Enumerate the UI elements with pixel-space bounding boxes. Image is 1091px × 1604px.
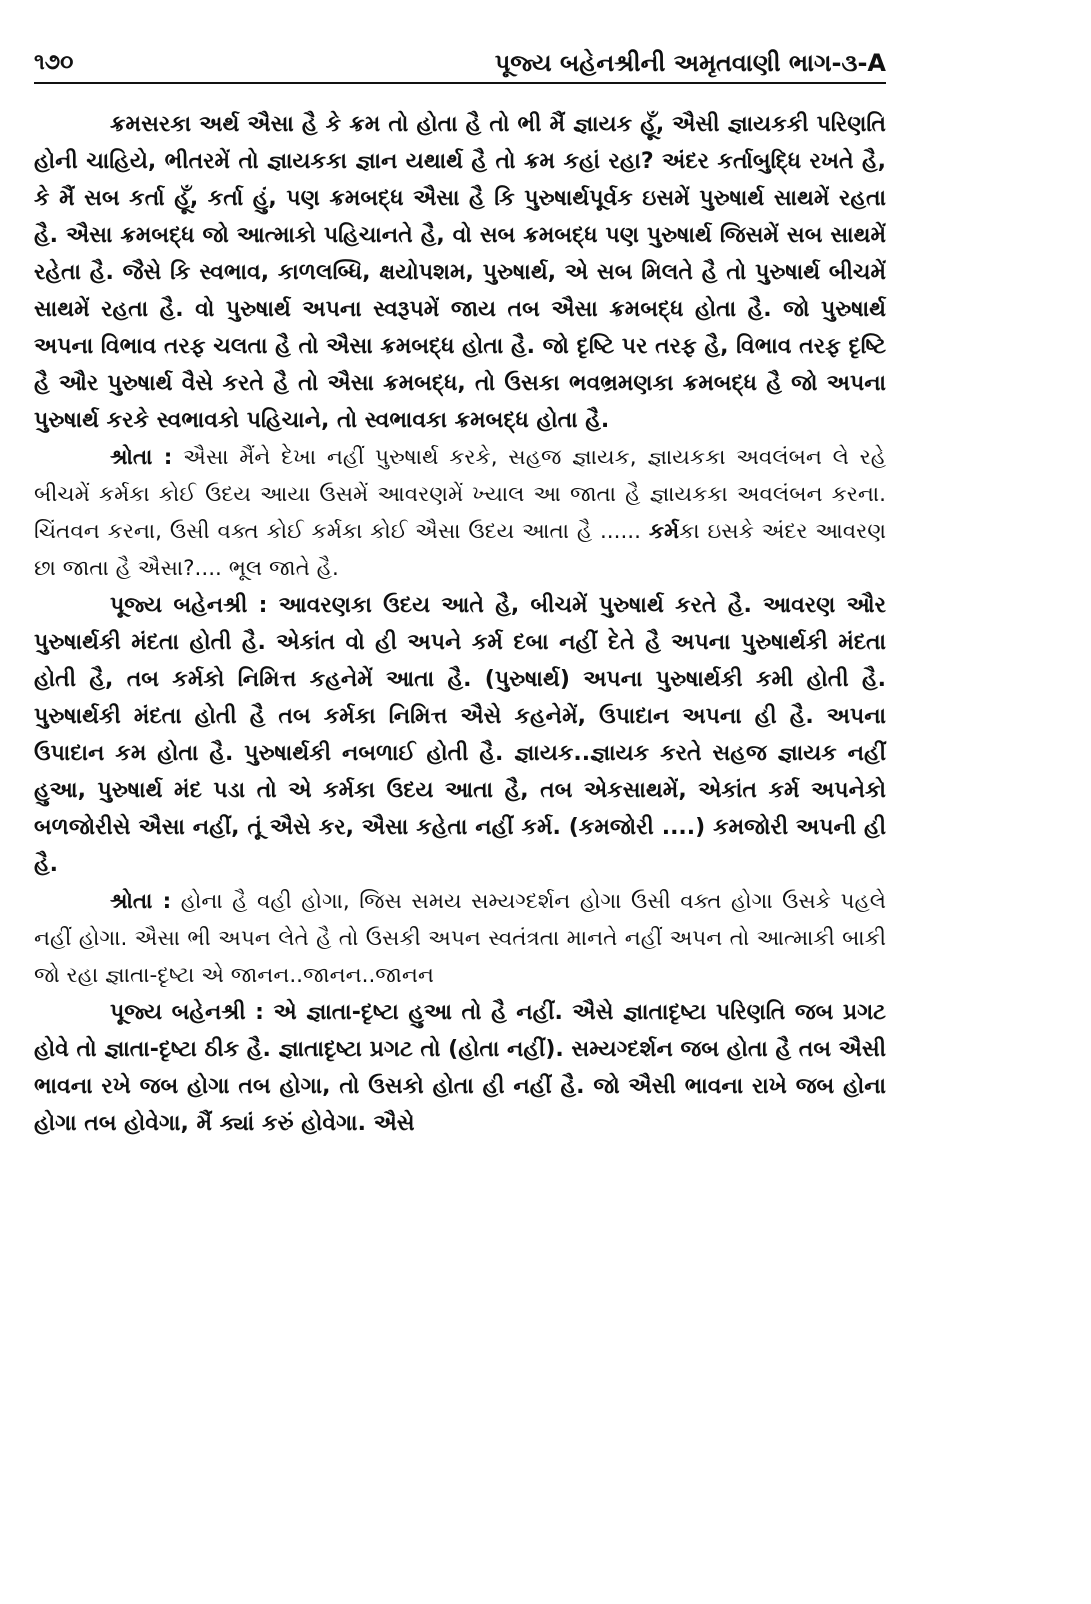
page-number: ૧૭૦ — [34, 50, 74, 75]
paragraph-text: એ જ્ઞાતા-દૃષ્ટા હુઆ તો હૈ નહીં. ઐસે જ્ઞાતાદૃષ્ટા પરિણતિ જબ પ્રગટ હોવે તો જ્ઞાતા-દૃષ્ટા ઠીક હૈ. જ્ઞાતાદૃષ્ટા પ્રગટ તો (હોતા નહીં). સમ્યગ્દર્શન જબ હોતા હૈ તબ ઐસી ભાવના રખે જબ હોગા તબ હોગા, તો ઉસકો હોતા હી નહીં હૈ. જો ઐસી ભાવના રાખે જબ હોના હોગા તબ હોવેગા, મૈં ક્યાં કરું હોવેગા. ઐસે — [34, 1000, 886, 1136]
running-title: પૂજ્ય બહેનશ્રીની અમૃતવાણી ભાગ-૩-A — [494, 49, 886, 77]
speaker-label: શ્રોતા : — [110, 889, 172, 914]
paragraph-text: કા ઇસકે અંદર આવરણ છા જાતા હૈ ઐસા?.... ભૂલ જાતે હૈ. — [34, 519, 886, 581]
document-page — [34, 40, 886, 1142]
speaker-label: પૂજ્ય બહેનશ્રી : — [110, 593, 268, 618]
paragraph-2 — [34, 439, 886, 587]
emphasis-word: કર્મ — [648, 519, 680, 544]
page-header — [34, 40, 886, 84]
paragraph-text: ઐસા મૈંને દેખા નહીં પુરુષાર્થ કરકે, સહજ જ્ઞાયક, જ્ઞાયકકા અવલંબન લે રહે બીચમેં કર્મકા કોઈ ઉદય આયા ઉસમેં આવરણમેં ખ્યાલ આ જાતા હૈ જ્ઞાયકકા અવલંબન કરના. ચિંતવન કરના, ઉસી વક્ત કોઈ કર્મકા કોઈ ઐસા ઉદય આતા હૈ ...... — [34, 445, 886, 544]
paragraph-text: ક્રમસરકા અર્થ ઐસા હૈ કે ક્રમ તો હોતા હૈ તો ભી મૈં જ્ઞાયક હૂઁ, ઐસી જ્ઞાયકકી પરિણતિ હોની ચાહિયે, ભીતરમેં તો જ્ઞાયકકા જ્ઞાન યથાર્થ હૈ તો ક્રમ કહાં રહા? અંદર કર્તાબુદ્ધિ રખતે હૈ, કે મૈં સબ કર્તા હૂઁ, કર્તા હું, પણ ક્રમબદ્ધ ઐસા હૈ કિ પુરુષાર્થપૂર્વક ઇસમેં પુરુષાર્થ સાથમેં રહતા હૈ. ઐસા ક્રમબદ્ધ જો આત્માકો પહિચાનતે હૈ, વો સબ ક્રમબદ્ધ પણ પુરુષાર્થ જિસમેં સબ સાથમેં રહેતા હૈ. જૈસે કિ સ્વભાવ, કાળલબ્ધિ, ક્ષયોપશમ, પુરુષાર્થ, એ સબ મિલતે હૈ તો પુરુષાર્થ બીચમેં સાથમેં રહતા હૈ. વો પુરુષાર્થ અપના સ્વરૂપમેં જાય તબ ઐસા ક્રમબદ્ધ હોતા હૈ. જો પુરુષાર્થ અપના વિભાવ તરફ ચલતા હૈ તો ઐસા ક્રમબદ્ધ હોતા હૈ. જો દૃષ્ટિ પર તરફ હૈ, વિભાવ તરફ દૃષ્ટિ હૈ ઔર પુરુષાર્થ વૈસે કરતે હૈ તો ઐસા ક્રમબદ્ધ, તો ઉસકા ભવભ્રમણકા ક્રમબદ્ધ હૈ જો અપના પુરુષાર્થ કરકે સ્વભાવકો પહિચાને, તો સ્વભાવકા ક્રમબદ્ધ હોતા હૈ. — [34, 112, 887, 433]
paragraph-5 — [34, 994, 886, 1142]
paragraph-text: આવરણકા ઉદય આતે હૈ, બીચમેં પુરુષાર્થ કરતે હૈ. આવરણ ઔર પુરુષાર્થકી મંદતા હોતી હૈ. એકાંત વો હી અપને કર્મ દબા નહીં દેતે હૈ અપના પુરુષાર્થકી મંદતા હોતી હૈ, તબ કર્મકો નિમિત્ત કહનેમેં આતા હૈ. (પુરુષાર્થ) અપના પુરુષાર્થકી કમી હોતી હૈ. પુરુષાર્થકી મંદતા હોતી હૈ તબ કર્મકા નિમિત્ત ઐસે કહનેમેં, ઉપાદાન અપના હી હૈ. અપના ઉપાદાન કમ હોતા હૈ. પુરુષાર્થકી નબળાઈ હોતી હૈ. જ્ઞાયક..જ્ઞાયક કરતે સહજ જ્ઞાયક નહીં હુઆ, પુરુષાર્થ મંદ પડા તો એ કર્મકા ઉદય આતા હૈ, તબ એકસાથમેં, એકાંત કર્મ અપનેકો બળજોરીસે ઐસા નહીં, તૂં ઐસે કર, ઐસા કહેતા નહીં કર્મ. (કમજોરી ....) કમજોરી અપની હી હૈ. — [34, 593, 886, 877]
page-body — [34, 106, 886, 1142]
paragraph-text: હોના હૈ વહી હોગા, જિસ સમય સમ્યગ્દર્શન હોગા ઉસી વક્ત હોગા ઉસકે પહલે નહીં હોગા. ઐસા ભી અપન લેતે હૈ તો ઉસકી અપન સ્વતંત્રતા માનતે નહીં અપન તો આત્માકી બાકી જો રહા જ્ઞાતા-દૃષ્ટા એ જાનન..જાનન..જાનન — [34, 889, 886, 988]
paragraph-3 — [34, 587, 886, 883]
speaker-label: શ્રોતા : — [110, 445, 173, 470]
speaker-label: પૂજ્ય બહેનશ્રી : — [110, 1000, 264, 1025]
paragraph-1 — [34, 106, 886, 439]
paragraph-4 — [34, 883, 886, 994]
